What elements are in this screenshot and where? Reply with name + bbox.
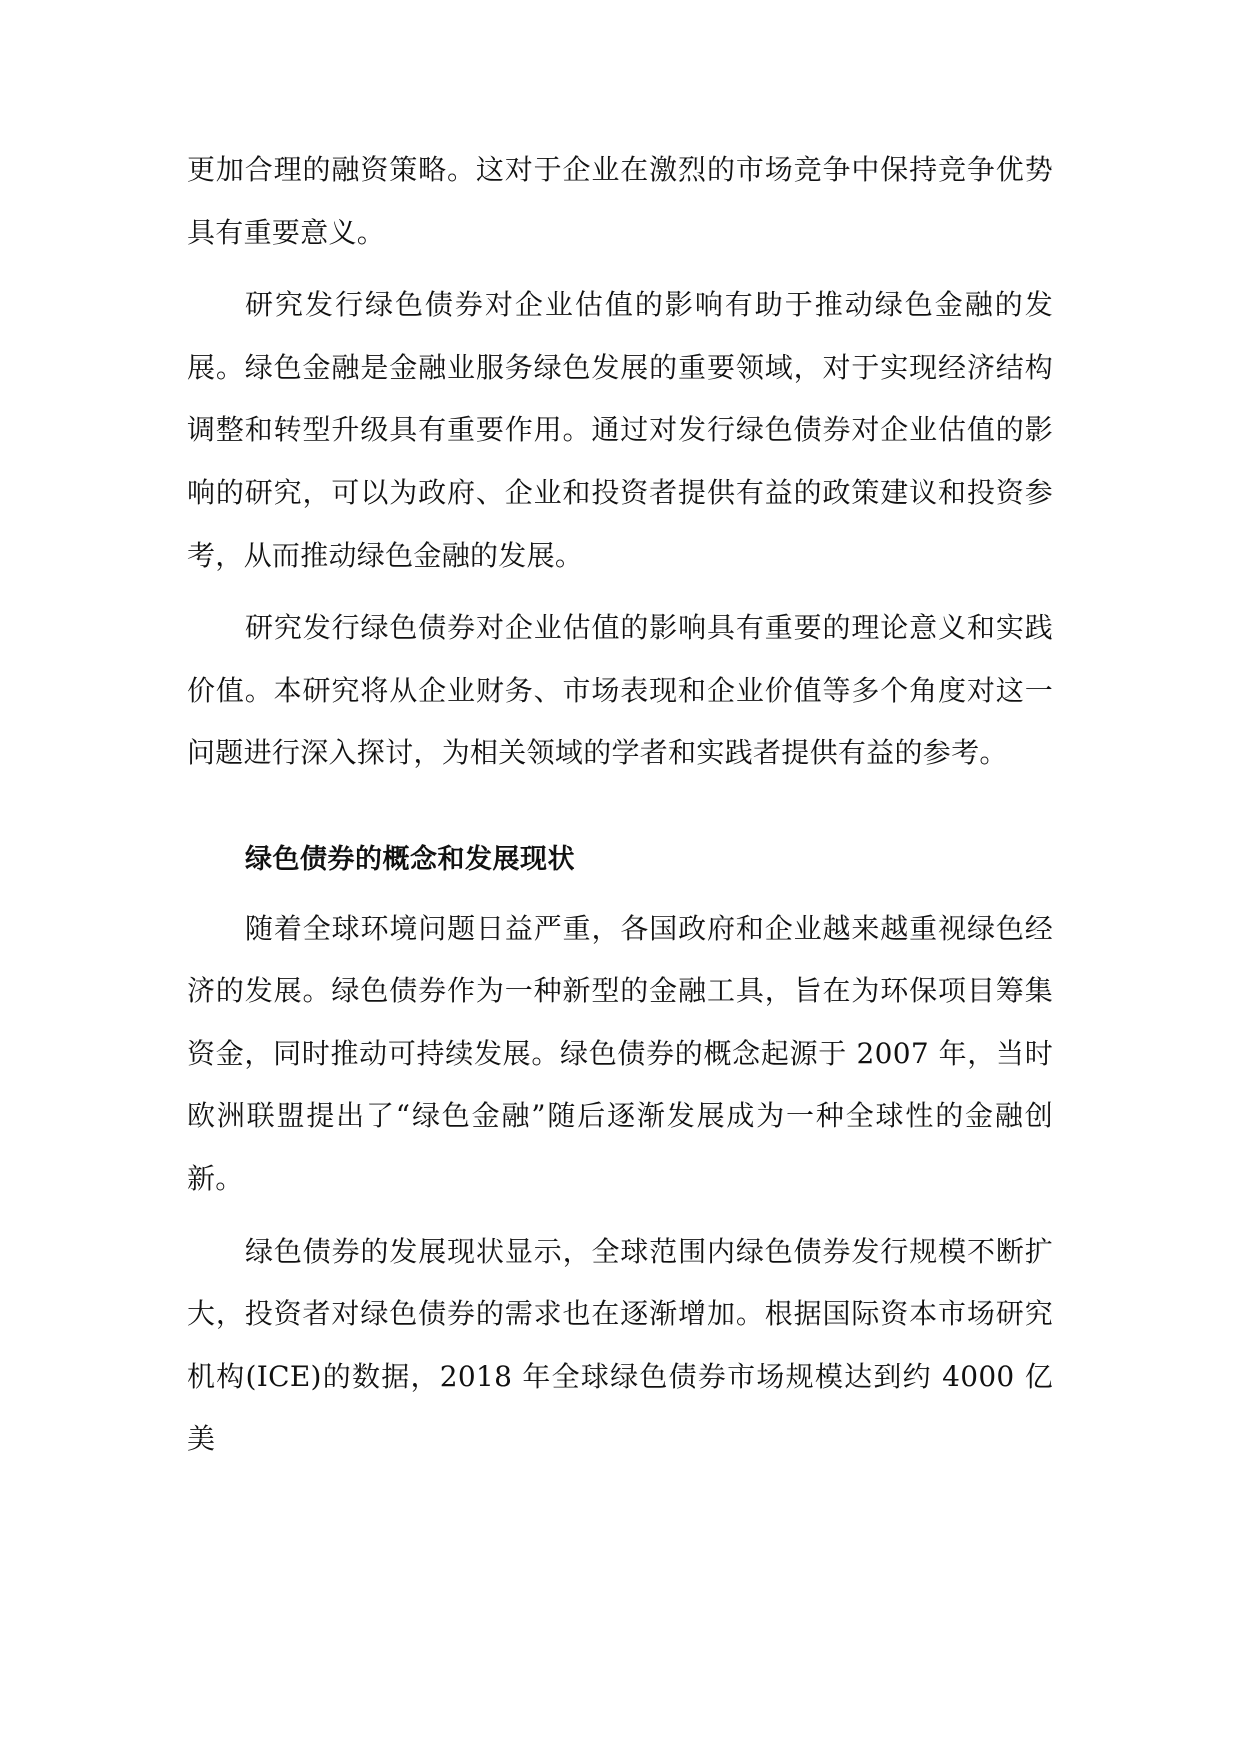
paragraph-green-finance: 研究发行绿色债券对企业估值的影响有助于推动绿色金融的发展。绿色金融是金融业服务绿色发展的重要领域，对于实现经济结构调整和转型升级具有重要作用。通过对发行绿色债券对企业估值的影响的研究，可以为政府、企业和投资者提供有益的政策建议和投资参考，从而推动绿色金融的发展。 (187, 288, 1053, 572)
paragraph-continuation: 更加合理的融资策略。这对于企业在激烈的市场竞争中保持竞争优势具有重要意义。 (187, 153, 1053, 249)
paragraph-concept: 随着全球环境问题日益严重，各国政府和企业越来越重视绿色经济的发展。绿色债券作为一种新型的金融工具，旨在为环保项目筹集资金，同时推动可持续发展。绿色债券的概念起源于 2007 年，当时欧洲联盟提出了“绿色金融”随后逐渐发展成为一种全球性的金融创新。 (187, 911, 1053, 1195)
document-body (187, 139, 1053, 1471)
paragraph-significance: 研究发行绿色债券对企业估值的影响具有重要的理论意义和实践价值。本研究将从企业财务、市场表现和企业价值等多个角度对这一问题进行深入探讨，为相关领域的学者和实践者提供有益的参考。 (187, 611, 1053, 770)
paragraph-status: 绿色债券的发展现状显示，全球范围内绿色债券发行规模不断扩大，投资者对绿色债券的需求也在逐渐增加。根据国际资本市场研究机构(ICE)的数据，2018 年全球绿色债券市场规模达到约 4000 亿美 (187, 1234, 1053, 1456)
section-heading: 绿色债券的概念和发展现状 (245, 843, 575, 875)
